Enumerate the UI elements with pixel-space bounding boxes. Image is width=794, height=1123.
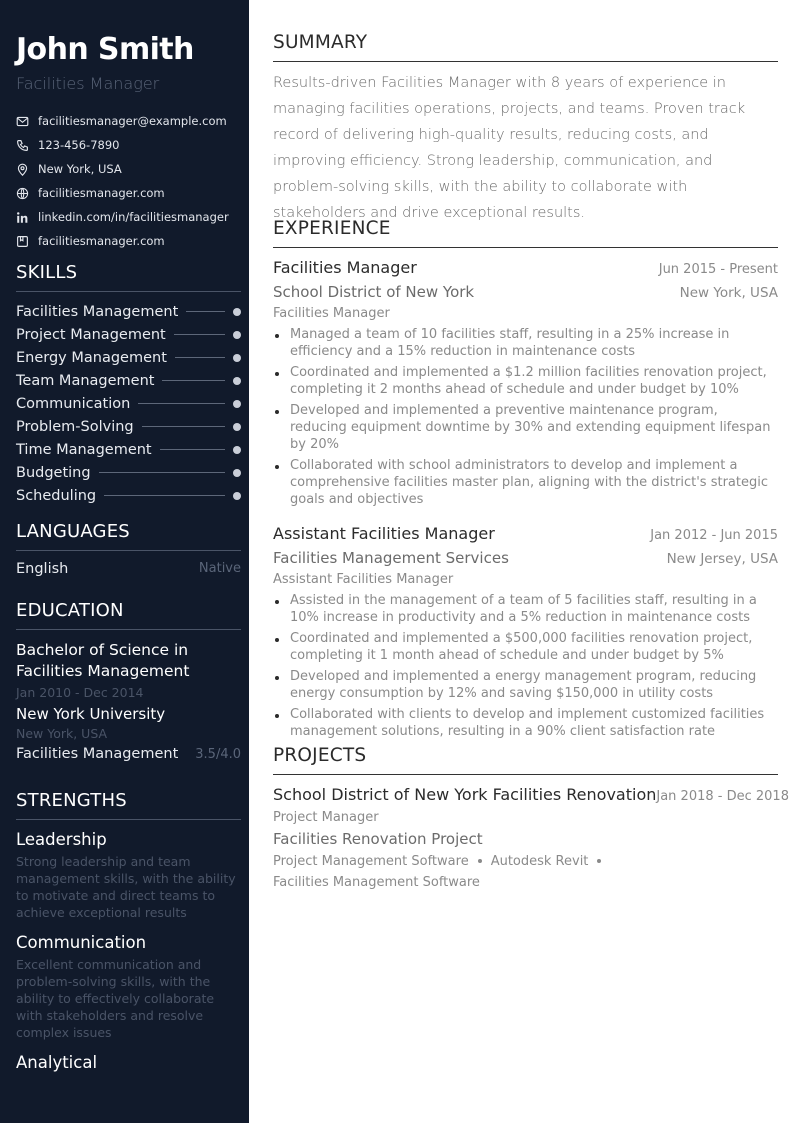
contact-phone-text: 123-456-7890: [38, 138, 120, 152]
project-name: Facilities Renovation Project: [273, 830, 483, 848]
job-bullet: Collaborated with clients to develop and implement customized facilities management solutions, resulting in a 90% client satisfaction rate: [273, 706, 778, 740]
skill-dot: [233, 377, 241, 385]
job-title: Assistant Facilities Manager: [273, 524, 495, 543]
job-dates: Jan 2012 - Jun 2015: [650, 528, 778, 543]
skill-dot: [233, 354, 241, 362]
skills-section: [16, 262, 241, 507]
job-dates: Jun 2015 - Present: [658, 262, 778, 277]
contact-website-text: facilitiesmanager.com: [38, 186, 165, 200]
strength-item: [16, 830, 241, 921]
skill-line: [142, 426, 225, 427]
job-bullet: Assisted in the management of a team of 5 facilities staff, resulting in a 10% increase in productivity and a 5% reduction in maintenance costs: [273, 592, 778, 626]
tool-separator: [478, 859, 482, 863]
skill-label: Time Management: [16, 441, 152, 458]
location-icon: [16, 163, 29, 176]
education-school: New York University: [16, 705, 166, 723]
education-field: Facilities Management: [16, 746, 179, 762]
job-header: [273, 258, 778, 277]
skill-dot: [233, 308, 241, 316]
skill-item: [16, 438, 241, 461]
skill-label: Project Management: [16, 326, 166, 343]
skill-dot: [233, 469, 241, 477]
skill-item: [16, 323, 241, 346]
contact-location-text: New York, USA: [38, 162, 122, 176]
skills-list: [16, 300, 241, 507]
education-location: New York, USA: [16, 726, 108, 741]
skills-title: SKILLS: [16, 262, 241, 292]
skill-label: Facilities Management: [16, 303, 179, 320]
strengths-title: STRENGTHS: [16, 790, 241, 820]
skill-item: [16, 484, 241, 507]
job-location: New York, USA: [679, 285, 778, 301]
contact-portfolio-text: facilitiesmanager.com: [38, 234, 165, 248]
job-bullet: Developed and implemented a energy management program, reducing energy consumption by 12% and saving $150,000 in utility costs: [273, 668, 778, 702]
education-field-row: [16, 746, 241, 762]
job-bullet: Coordinated and implemented a $1.2 million facilities renovation project, completing it 2 months ahead of schedule and under budget by 10%: [273, 364, 778, 398]
strength-desc: Strong leadership and team management skills, with the ability to motivate and direct teams to achieve exceptional results: [16, 854, 236, 920]
project-tool: Project Management Software: [273, 854, 469, 869]
globe-icon: [16, 187, 29, 200]
job-bullet: Collaborated with school administrators to develop and implement a comprehensive facilities master plan, aligning with the district's strategic goals and objectives: [273, 457, 778, 508]
contact-list: [16, 109, 241, 253]
skill-dot: [233, 423, 241, 431]
education-section: [16, 600, 241, 762]
job-bullets: [273, 326, 778, 508]
contact-linkedin-text: linkedin.com/in/facilitiesmanager: [38, 210, 229, 224]
projects-title: PROJECTS: [273, 745, 778, 775]
job-subheader: [273, 283, 778, 301]
job-bullet: Coordinated and implemented a $500,000 facilities renovation project, completing it 1 month ahead of schedule and under budget by 5%: [273, 630, 778, 664]
job-position: Assistant Facilities Manager: [273, 572, 454, 587]
experience-title: EXPERIENCE: [273, 218, 778, 248]
skill-item: [16, 392, 241, 415]
project-role: Project Manager: [273, 810, 379, 825]
job-company: Facilities Management Services: [273, 549, 509, 567]
skill-item: [16, 415, 241, 438]
candidate-name: John Smith: [16, 32, 194, 67]
summary-title: SUMMARY: [273, 32, 778, 62]
strength-title: Leadership: [16, 830, 107, 849]
candidate-role: Facilities Manager: [16, 74, 160, 93]
language-name: English: [16, 561, 69, 577]
strength-item: [16, 933, 241, 1041]
skill-dot: [233, 331, 241, 339]
skill-label: Budgeting: [16, 464, 91, 481]
skill-item: [16, 300, 241, 323]
skill-line: [162, 380, 225, 381]
education-degree: Bachelor of Science in Facilities Management: [16, 641, 190, 680]
job-header: [273, 524, 778, 543]
portfolio-icon: [16, 235, 29, 248]
skill-line: [99, 472, 225, 473]
job-bullets: [273, 592, 778, 740]
tool-separator: [597, 859, 601, 863]
skill-label: Energy Management: [16, 349, 167, 366]
job-company: School District of New York: [273, 283, 475, 301]
skill-dot: [233, 400, 241, 408]
skill-line: [174, 334, 225, 335]
language-item: [16, 561, 241, 577]
skill-label: Scheduling: [16, 487, 97, 504]
project-title: School District of New York Facilities Renovation: [273, 785, 657, 804]
skill-label: Team Management: [16, 372, 155, 389]
contact-location: [16, 157, 241, 181]
skill-line: [186, 311, 225, 312]
skill-item: [16, 369, 241, 392]
summary-text: Results-driven Facilities Manager with 8 years of experience in managing facilities operations, projects, and teams. Proven track record of delivering high-quality results, reducing costs, and improving efficiency. Strong leadership, communication, and problem-solving skills, with the ability to collaborate with stakeholders and drive exceptional results.: [273, 75, 746, 221]
contact-email-text: facilitiesmanager@example.com: [38, 114, 227, 128]
language-level: Native: [198, 561, 241, 576]
skill-label: Communication: [16, 395, 131, 412]
skill-line: [138, 403, 225, 404]
contact-linkedin[interactable]: [16, 205, 241, 229]
contact-portfolio[interactable]: [16, 229, 241, 253]
education-gpa: 3.5/4.0: [195, 747, 241, 762]
education-title: EDUCATION: [16, 600, 241, 630]
phone-icon: [16, 139, 29, 152]
project-tools: [273, 851, 778, 893]
skill-dot: [233, 492, 241, 500]
job-position: Facilities Manager: [273, 306, 390, 321]
contact-website[interactable]: [16, 181, 241, 205]
strengths-section: [16, 790, 241, 1072]
contact-email[interactable]: [16, 109, 241, 133]
skill-label: Problem-Solving: [16, 418, 134, 435]
strength-title: Analytical: [16, 1053, 98, 1072]
languages-title: LANGUAGES: [16, 521, 241, 551]
project-dates: Jan 2018 - Dec 2018: [656, 789, 789, 804]
job-location: New Jersey, USA: [666, 551, 778, 567]
skill-item: [16, 346, 241, 369]
languages-section: [16, 521, 241, 577]
experience-section: [273, 218, 778, 744]
project-entry: [273, 785, 789, 893]
strength-desc: Excellent communication and problem-solving skills, with the ability to effectively collaborate with stakeholders and resolve complex issues: [16, 957, 215, 1040]
project-tool: Autodesk Revit: [490, 854, 589, 869]
project-header: [273, 785, 789, 804]
contact-phone[interactable]: [16, 133, 241, 157]
projects-section: [273, 745, 789, 893]
skill-line: [104, 495, 225, 496]
summary-section: [273, 32, 778, 226]
skill-line: [175, 357, 225, 358]
education-dates: Jan 2010 - Dec 2014: [16, 685, 144, 700]
sidebar: [0, 0, 249, 1123]
job-bullet: Managed a team of 10 facilities staff, resulting in a 25% increase in efficiency and a 15% reduction in maintenance costs: [273, 326, 778, 360]
job-entry: [273, 258, 778, 508]
strength-item: [16, 1053, 241, 1072]
job-bullet: Developed and implemented a preventive maintenance program, reducing equipment downtime by 30% and extending equipment lifespan by 20%: [273, 402, 778, 453]
skill-dot: [233, 446, 241, 454]
skill-item: [16, 461, 241, 484]
job-subheader: [273, 549, 778, 567]
job-entry: [273, 524, 778, 740]
skill-line: [160, 449, 225, 450]
linkedin-icon: [16, 211, 29, 224]
strength-title: Communication: [16, 933, 147, 952]
job-title: Facilities Manager: [273, 258, 417, 277]
project-tool: Facilities Management Software: [273, 875, 480, 890]
email-icon: [16, 115, 29, 128]
